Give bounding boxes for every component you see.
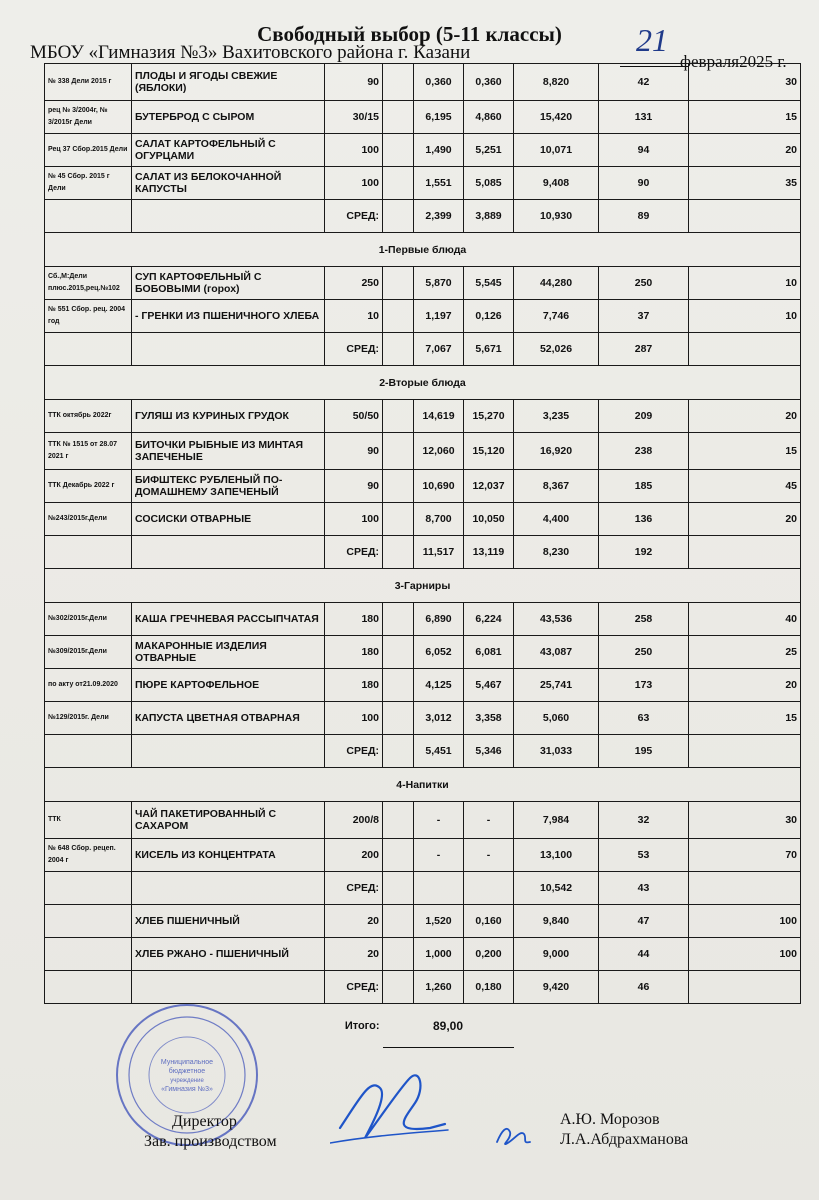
portion-cell: 200 bbox=[325, 839, 383, 872]
fat-cell: 0,200 bbox=[464, 938, 514, 971]
fat-cell: 6,081 bbox=[464, 636, 514, 669]
price-cell: 15 bbox=[689, 702, 801, 735]
director-name: А.Ю. Морозов bbox=[560, 1111, 660, 1128]
price-cell bbox=[689, 872, 801, 905]
ref-cell bbox=[45, 971, 132, 1004]
fat-cell: 3,358 bbox=[464, 702, 514, 735]
recipe-ref-cell: ТТК № 1515 от 28.07 2021 г bbox=[45, 433, 132, 470]
svg-text:бюджетное: бюджетное bbox=[168, 1068, 206, 1075]
price-cell bbox=[689, 536, 801, 569]
calories-cell: 32 bbox=[599, 802, 689, 839]
ref-cell bbox=[45, 735, 132, 768]
carbs-cell: 44,280 bbox=[514, 267, 599, 300]
calories-cell: 42 bbox=[599, 64, 689, 101]
calories-cell: 250 bbox=[599, 636, 689, 669]
recipe-ref-cell: ТТК Декабрь 2022 г bbox=[45, 470, 132, 503]
dish-name-cell: САЛАТ ИЗ БЕЛОКОЧАННОЙ КАПУСТЫ bbox=[132, 167, 325, 200]
right-signature-block bbox=[560, 1110, 688, 1150]
name-cell bbox=[132, 200, 325, 233]
calories-cell: 94 bbox=[599, 134, 689, 167]
carbs-cell: 43,536 bbox=[514, 603, 599, 636]
protein-cell: 10,690 bbox=[414, 470, 464, 503]
blank-cell bbox=[383, 433, 414, 470]
recipe-ref-cell: ТТК bbox=[45, 802, 132, 839]
blank-cell bbox=[383, 400, 414, 433]
blank-cell bbox=[383, 735, 414, 768]
dish-name-cell: ПЛОДЫ И ЯГОДЫ СВЕЖИЕ (ЯБЛОКИ) bbox=[132, 64, 325, 101]
fat-cell: 5,467 bbox=[464, 669, 514, 702]
protein-cell: 1,000 bbox=[414, 938, 464, 971]
blank-cell bbox=[383, 134, 414, 167]
ref-cell bbox=[45, 536, 132, 569]
carbs-cell: 15,420 bbox=[514, 101, 599, 134]
fat-cell: 12,037 bbox=[464, 470, 514, 503]
protein-cell: 8,700 bbox=[414, 503, 464, 536]
date-month-year: февраля2025 г. bbox=[680, 52, 787, 71]
carbs-cell: 10,071 bbox=[514, 134, 599, 167]
recipe-ref-cell: ТТК октябрь 2022г bbox=[45, 400, 132, 433]
portion-cell: 20 bbox=[325, 905, 383, 938]
fat-cell: - bbox=[464, 802, 514, 839]
protein-cell: - bbox=[414, 839, 464, 872]
carbs-cell: 25,741 bbox=[514, 669, 599, 702]
portion-cell: 180 bbox=[325, 669, 383, 702]
average-label: СРЕД: bbox=[325, 872, 383, 905]
fat-cell: 15,120 bbox=[464, 433, 514, 470]
average-label: СРЕД: bbox=[325, 735, 383, 768]
fat-cell: 0,360 bbox=[464, 64, 514, 101]
price-cell: 70 bbox=[689, 839, 801, 872]
dish-name-cell: БУТЕРБРОД С СЫРОМ bbox=[132, 101, 325, 134]
dish-name-cell: БИТОЧКИ РЫБНЫЕ ИЗ МИНТАЯ ЗАПЕЧЕНЫЕ bbox=[132, 433, 325, 470]
recipe-ref-cell: по акту от21.09.2020 bbox=[45, 669, 132, 702]
menu-item-row bbox=[45, 938, 801, 971]
portion-cell: 180 bbox=[325, 636, 383, 669]
carbs-cell: 7,746 bbox=[514, 300, 599, 333]
recipe-ref-cell: № 648 Сбор. рецеп. 2004 г bbox=[45, 839, 132, 872]
portion-cell: 100 bbox=[325, 167, 383, 200]
date-day: 21 bbox=[636, 22, 668, 58]
portion-cell: 100 bbox=[325, 503, 383, 536]
svg-text:учреждение: учреждение bbox=[170, 1078, 204, 1084]
protein-cell: 1,490 bbox=[414, 134, 464, 167]
fat-cell: 0,160 bbox=[464, 905, 514, 938]
price-cell bbox=[689, 200, 801, 233]
carbs-cell: 16,920 bbox=[514, 433, 599, 470]
blank-cell bbox=[383, 872, 414, 905]
calories-cell: 47 bbox=[599, 905, 689, 938]
protein-cell: 1,197 bbox=[414, 300, 464, 333]
fat-cell: 0,180 bbox=[464, 971, 514, 1004]
menu-item-row bbox=[45, 603, 801, 636]
protein-cell: 5,451 bbox=[414, 735, 464, 768]
menu-item-row bbox=[45, 101, 801, 134]
name-cell bbox=[132, 735, 325, 768]
section-title: 4-Напитки bbox=[45, 768, 801, 802]
calories-cell: 238 bbox=[599, 433, 689, 470]
fat-cell: 5,085 bbox=[464, 167, 514, 200]
section-header-row bbox=[45, 233, 801, 267]
carbs-cell: 9,000 bbox=[514, 938, 599, 971]
dish-name-cell: ГУЛЯШ ИЗ КУРИНЫХ ГРУДОК bbox=[132, 400, 325, 433]
fat-cell: - bbox=[464, 839, 514, 872]
recipe-ref-cell: №302/2015г.Дели bbox=[45, 603, 132, 636]
menu-item-row bbox=[45, 167, 801, 200]
section-title: 3-Гарниры bbox=[45, 569, 801, 603]
calories-cell: 250 bbox=[599, 267, 689, 300]
average-label: СРЕД: bbox=[325, 200, 383, 233]
carbs-cell: 8,230 bbox=[514, 536, 599, 569]
price-cell: 20 bbox=[689, 134, 801, 167]
price-cell: 20 bbox=[689, 400, 801, 433]
fat-cell: 10,050 bbox=[464, 503, 514, 536]
price-cell bbox=[689, 971, 801, 1004]
ref-cell bbox=[45, 200, 132, 233]
recipe-ref-cell: № 45 Сбор. 2015 г Дели bbox=[45, 167, 132, 200]
carbs-cell: 10,930 bbox=[514, 200, 599, 233]
blank-cell bbox=[383, 200, 414, 233]
price-cell: 25 bbox=[689, 636, 801, 669]
carbs-cell: 4,400 bbox=[514, 503, 599, 536]
carbs-cell: 9,420 bbox=[514, 971, 599, 1004]
blank-cell bbox=[383, 971, 414, 1004]
blank-cell bbox=[383, 636, 414, 669]
school-name: МБОУ «Гимназия №3» Вахитовского района г. Казани bbox=[30, 42, 471, 63]
menu-item-row bbox=[45, 802, 801, 839]
portion-cell: 180 bbox=[325, 603, 383, 636]
carbs-cell: 3,235 bbox=[514, 400, 599, 433]
menu-item-row bbox=[45, 669, 801, 702]
portion-cell: 30/15 bbox=[325, 101, 383, 134]
average-row bbox=[45, 735, 801, 768]
production-title: Зав. производством bbox=[144, 1133, 277, 1150]
menu-item-row bbox=[45, 134, 801, 167]
price-cell: 100 bbox=[689, 905, 801, 938]
protein-cell: 11,517 bbox=[414, 536, 464, 569]
calories-cell: 63 bbox=[599, 702, 689, 735]
dish-name-cell: - ГРЕНКИ ИЗ ПШЕНИЧНОГО ХЛЕБА bbox=[132, 300, 325, 333]
protein-cell: 3,012 bbox=[414, 702, 464, 735]
calories-cell: 258 bbox=[599, 603, 689, 636]
dish-name-cell: ХЛЕБ РЖАНО - ПШЕНИЧНЫЙ bbox=[132, 938, 325, 971]
fat-cell: 5,671 bbox=[464, 333, 514, 366]
carbs-cell: 31,033 bbox=[514, 735, 599, 768]
blank-cell bbox=[383, 839, 414, 872]
name-cell bbox=[132, 536, 325, 569]
menu-item-row bbox=[45, 64, 801, 101]
average-row bbox=[45, 333, 801, 366]
carbs-cell: 7,984 bbox=[514, 802, 599, 839]
protein-cell: 6,890 bbox=[414, 603, 464, 636]
section-title: 1-Первые блюда bbox=[45, 233, 801, 267]
dish-name-cell: СУП КАРТОФЕЛЬНЫЙ С БОБОВЫМИ (горох) bbox=[132, 267, 325, 300]
section-header-row bbox=[45, 366, 801, 400]
fat-cell: 13,119 bbox=[464, 536, 514, 569]
portion-cell: 200/8 bbox=[325, 802, 383, 839]
blank-cell bbox=[383, 470, 414, 503]
director-title: Директор bbox=[172, 1113, 237, 1130]
average-label: СРЕД: bbox=[325, 536, 383, 569]
menu-table bbox=[44, 63, 801, 1048]
price-cell: 100 bbox=[689, 938, 801, 971]
fat-cell: 15,270 bbox=[464, 400, 514, 433]
portion-cell: 90 bbox=[325, 433, 383, 470]
price-cell: 20 bbox=[689, 503, 801, 536]
protein-cell: 1,260 bbox=[414, 971, 464, 1004]
section-header-row bbox=[45, 768, 801, 802]
calories-cell: 192 bbox=[599, 536, 689, 569]
portion-cell: 250 bbox=[325, 267, 383, 300]
dish-name-cell: ЧАЙ ПАКЕТИРОВАННЫЙ С САХАРОМ bbox=[132, 802, 325, 839]
average-row bbox=[45, 536, 801, 569]
recipe-ref-cell bbox=[45, 938, 132, 971]
protein-cell: 1,551 bbox=[414, 167, 464, 200]
calories-cell: 46 bbox=[599, 971, 689, 1004]
fat-cell bbox=[464, 872, 514, 905]
blank-cell bbox=[383, 802, 414, 839]
dish-name-cell: КИСЕЛЬ ИЗ КОНЦЕНТРАТА bbox=[132, 839, 325, 872]
blank-cell bbox=[383, 702, 414, 735]
protein-cell: 4,125 bbox=[414, 669, 464, 702]
blank-cell bbox=[383, 64, 414, 101]
recipe-ref-cell: № 338 Дели 2015 г bbox=[45, 64, 132, 101]
average-row bbox=[45, 971, 801, 1004]
section-header-row bbox=[45, 569, 801, 603]
total-label: Итого: bbox=[344, 1019, 380, 1032]
menu-table-body bbox=[45, 64, 801, 1004]
blank-cell bbox=[383, 300, 414, 333]
price-cell: 40 bbox=[689, 603, 801, 636]
portion-cell: 20 bbox=[325, 938, 383, 971]
portion-cell: 90 bbox=[325, 64, 383, 101]
carbs-cell: 9,840 bbox=[514, 905, 599, 938]
fat-cell: 5,251 bbox=[464, 134, 514, 167]
menu-item-row bbox=[45, 905, 801, 938]
protein-cell: 1,520 bbox=[414, 905, 464, 938]
protein-cell: 0,360 bbox=[414, 64, 464, 101]
dish-name-cell: СОСИСКИ ОТВАРНЫЕ bbox=[132, 503, 325, 536]
protein-cell: 5,870 bbox=[414, 267, 464, 300]
blank-cell bbox=[383, 267, 414, 300]
dish-name-cell: САЛАТ КАРТОФЕЛЬНЫЙ С ОГУРЦАМИ bbox=[132, 134, 325, 167]
calories-cell: 44 bbox=[599, 938, 689, 971]
calories-cell: 90 bbox=[599, 167, 689, 200]
carbs-cell: 5,060 bbox=[514, 702, 599, 735]
average-label: СРЕД: bbox=[325, 971, 383, 1004]
average-row bbox=[45, 872, 801, 905]
page-title: Свободный выбор (5-11 классы) bbox=[257, 22, 562, 46]
protein-cell: 6,195 bbox=[414, 101, 464, 134]
portion-cell: 10 bbox=[325, 300, 383, 333]
total-value: 89,00 bbox=[383, 1004, 514, 1048]
blank-cell bbox=[383, 669, 414, 702]
menu-item-row bbox=[45, 300, 801, 333]
production-signature bbox=[492, 1120, 532, 1150]
protein-cell: 12,060 bbox=[414, 433, 464, 470]
portion-cell: 100 bbox=[325, 134, 383, 167]
menu-item-row bbox=[45, 636, 801, 669]
menu-item-row bbox=[45, 503, 801, 536]
recipe-ref-cell: №129/2015г. Дели bbox=[45, 702, 132, 735]
protein-cell bbox=[414, 872, 464, 905]
price-cell: 35 bbox=[689, 167, 801, 200]
calories-cell: 53 bbox=[599, 839, 689, 872]
blank-cell bbox=[383, 603, 414, 636]
protein-cell: 2,399 bbox=[414, 200, 464, 233]
fat-cell: 0,126 bbox=[464, 300, 514, 333]
portion-cell: 90 bbox=[325, 470, 383, 503]
dish-name-cell: КАПУСТА ЦВЕТНАЯ ОТВАРНАЯ bbox=[132, 702, 325, 735]
recipe-ref-cell: №243/2015г.Дели bbox=[45, 503, 132, 536]
calories-cell: 89 bbox=[599, 200, 689, 233]
protein-cell: 7,067 bbox=[414, 333, 464, 366]
name-cell bbox=[132, 971, 325, 1004]
dish-name-cell: МАКАРОННЫЕ ИЗДЕЛИЯ ОТВАРНЫЕ bbox=[132, 636, 325, 669]
fat-cell: 4,860 bbox=[464, 101, 514, 134]
calories-cell: 195 bbox=[599, 735, 689, 768]
carbs-cell: 9,408 bbox=[514, 167, 599, 200]
protein-cell: 14,619 bbox=[414, 400, 464, 433]
fat-cell: 5,545 bbox=[464, 267, 514, 300]
calories-cell: 43 bbox=[599, 872, 689, 905]
menu-item-row bbox=[45, 400, 801, 433]
portion-cell: 100 bbox=[325, 702, 383, 735]
blank-cell bbox=[383, 536, 414, 569]
menu-item-row bbox=[45, 839, 801, 872]
price-cell: 20 bbox=[689, 669, 801, 702]
carbs-cell: 43,087 bbox=[514, 636, 599, 669]
recipe-ref-cell: рец № 3/2004г, № 3/2015г Дели bbox=[45, 101, 132, 134]
price-cell bbox=[689, 333, 801, 366]
menu-item-row bbox=[45, 267, 801, 300]
calories-cell: 287 bbox=[599, 333, 689, 366]
svg-text:«Гимназия №3»: «Гимназия №3» bbox=[161, 1086, 213, 1093]
dish-name-cell: КАША ГРЕЧНЕВАЯ РАССЫПЧАТАЯ bbox=[132, 603, 325, 636]
recipe-ref-cell: Сб.,М:Дели плюс.2015,рец.№102 bbox=[45, 267, 132, 300]
price-cell: 15 bbox=[689, 101, 801, 134]
left-signature-block bbox=[144, 1112, 277, 1152]
fat-cell: 6,224 bbox=[464, 603, 514, 636]
blank-cell bbox=[383, 101, 414, 134]
recipe-ref-cell: Рец 37 Сбор.2015 Дели bbox=[45, 134, 132, 167]
price-cell: 10 bbox=[689, 267, 801, 300]
portion-cell: 50/50 bbox=[325, 400, 383, 433]
calories-cell: 37 bbox=[599, 300, 689, 333]
protein-cell: - bbox=[414, 802, 464, 839]
recipe-ref-cell: №309/2015г.Дели bbox=[45, 636, 132, 669]
recipe-ref-cell: № 551 Сбор. рец. 2004 год bbox=[45, 300, 132, 333]
carbs-cell: 10,542 bbox=[514, 872, 599, 905]
menu-item-row bbox=[45, 470, 801, 503]
fat-cell: 3,889 bbox=[464, 200, 514, 233]
calories-cell: 131 bbox=[599, 101, 689, 134]
recipe-ref-cell bbox=[45, 905, 132, 938]
carbs-cell: 52,026 bbox=[514, 333, 599, 366]
calories-cell: 185 bbox=[599, 470, 689, 503]
blank-cell bbox=[383, 333, 414, 366]
average-row bbox=[45, 200, 801, 233]
blank-cell bbox=[383, 938, 414, 971]
fat-cell: 5,346 bbox=[464, 735, 514, 768]
dish-name-cell: ХЛЕБ ПШЕНИЧНЫЙ bbox=[132, 905, 325, 938]
price-cell: 15 bbox=[689, 433, 801, 470]
blank-cell bbox=[383, 905, 414, 938]
average-label: СРЕД: bbox=[325, 333, 383, 366]
calories-cell: 173 bbox=[599, 669, 689, 702]
price-cell: 30 bbox=[689, 802, 801, 839]
price-cell: 10 bbox=[689, 300, 801, 333]
blank-cell bbox=[383, 167, 414, 200]
production-name: Л.А.Абдрахманова bbox=[560, 1131, 689, 1148]
carbs-cell: 8,367 bbox=[514, 470, 599, 503]
section-title: 2-Вторые блюда bbox=[45, 366, 801, 400]
dish-name-cell: ПЮРЕ КАРТОФЕЛЬНОЕ bbox=[132, 669, 325, 702]
price-cell bbox=[689, 735, 801, 768]
carbs-cell: 13,100 bbox=[514, 839, 599, 872]
carbs-cell: 8,820 bbox=[514, 64, 599, 101]
calories-cell: 209 bbox=[599, 400, 689, 433]
calories-cell: 136 bbox=[599, 503, 689, 536]
menu-item-row bbox=[45, 702, 801, 735]
price-cell: 45 bbox=[689, 470, 801, 503]
director-signature bbox=[330, 1058, 450, 1148]
dish-name-cell: БИФШТЕКС РУБЛЕНЫЙ ПО-ДОМАШНЕМУ ЗАПЕЧЕНЫЙ bbox=[132, 470, 325, 503]
menu-item-row bbox=[45, 433, 801, 470]
svg-text:Муниципальное: Муниципальное bbox=[160, 1059, 214, 1066]
name-cell bbox=[132, 333, 325, 366]
name-cell bbox=[132, 872, 325, 905]
ref-cell bbox=[45, 333, 132, 366]
price-cell: 30 bbox=[689, 64, 801, 101]
ref-cell bbox=[45, 872, 132, 905]
protein-cell: 6,052 bbox=[414, 636, 464, 669]
blank-cell bbox=[383, 503, 414, 536]
